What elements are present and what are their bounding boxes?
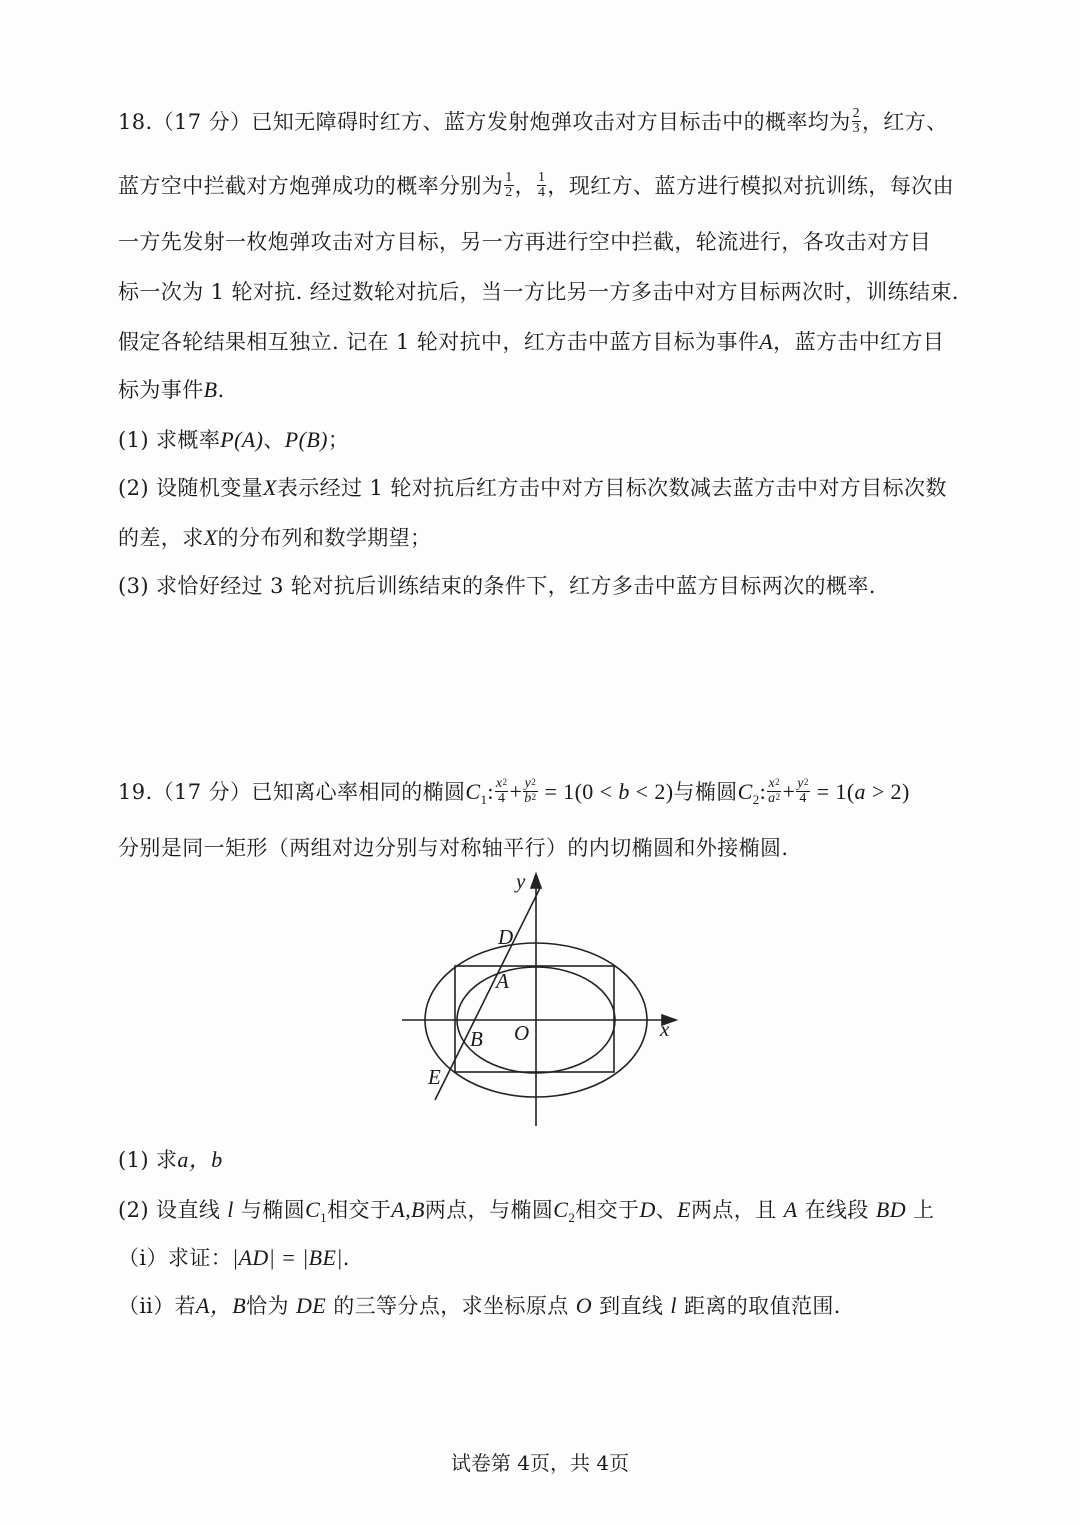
q18-part-3: (3) 求恰好经过 3 轮对抗后训练结束的条件下，红方多击中蓝方目标两次的概率. bbox=[118, 574, 876, 598]
y-axis-arrow bbox=[531, 874, 541, 888]
label-B: B bbox=[470, 1027, 483, 1051]
q18-line-3: 一方先发射一枚炮弹攻击对方目标，另一方再进行空中拦截，轮流进行，各攻击对方目 bbox=[118, 230, 932, 254]
q18-line-2: 蓝方空中拦截对方炮弹成功的概率分别为 $\frac{1}{2}$ ， $\frac{1}{4}$ ，现红方、蓝方进行模拟对抗训练，每次由 bbox=[118, 170, 955, 200]
q18-part-2: (2) 设随机变量X表示经过 1 轮对抗后红方击中对方目标次数减去蓝方击中对方目标次数 bbox=[118, 475, 947, 500]
label-A: A bbox=[496, 969, 509, 993]
q19-part-2-i: （ⅰ）求证：|AD| = |BE|. bbox=[118, 1245, 350, 1270]
q19-part-2: (2) 设直线 l 与椭圆$C_1$相交于A,B两点，与椭圆$C_2$相交于D、E两点，且 A 在线段 BD 上 bbox=[118, 1197, 935, 1225]
q19-line-2: 分别是同一矩形（两组对边分别与对称轴平行）的内切椭圆和外接椭圆. bbox=[118, 836, 789, 860]
fraction-two-thirds: $\frac{2}{3}$ bbox=[852, 106, 860, 136]
q18-line-1: 18.（17 分）已知无障碍时红方、蓝方发射炮弹攻击对方目标击中的概率均为 $\frac{2}{3}$ ，红方、 bbox=[118, 106, 948, 136]
label-D: D bbox=[498, 925, 514, 949]
q19-line-1: 19.（17 分）已知离心率相同的椭圆$C_1$: $\frac{x^2}{4}$ + $\frac{y^2}{b^2}$ = 1(0 < b < 2)与椭圆$C_2$: $\frac{x^2}{a^2}$ + $\frac{y^2}{4}$ = 1(a > 2) bbox=[118, 776, 910, 807]
q18-part-1: (1) 求概率P(A)、P(B)； bbox=[118, 427, 350, 452]
q19-part-2-ii: （ⅱ）若A，B恰为 DE 的三等分点，求坐标原点 O 到直线 l 距离的取值范围. bbox=[118, 1293, 841, 1318]
label-O: O bbox=[514, 1021, 530, 1045]
label-x: x bbox=[660, 1017, 670, 1041]
q18-line-6: 标为事件B. bbox=[118, 377, 225, 402]
q19-part-1: (1) 求a，b bbox=[118, 1147, 223, 1172]
fraction-one-quarter: $\frac{1}{4}$ bbox=[538, 170, 546, 200]
label-y: y bbox=[516, 869, 526, 893]
q18-part-2-cont: 的差，求X的分布列和数学期望； bbox=[118, 525, 432, 550]
ellipse-figure bbox=[398, 868, 688, 1132]
label-E: E bbox=[428, 1065, 441, 1089]
fraction-x2-over-4: $\frac{x^2}{4}$ bbox=[495, 776, 508, 806]
fraction-y2-over-4: $\frac{y^2}{4}$ bbox=[797, 776, 809, 806]
page-footer: 试卷第 4页，共 4页 bbox=[450, 1451, 630, 1475]
q18-line-4: 标一次为 1 轮对抗. 经过数轮对抗后，当一方比另一方多击中对方目标两次时，训练结束. bbox=[118, 280, 959, 304]
q18-line-5: 假定各轮结果相互独立. 记在 1 轮对抗中，红方击中蓝方目标为事件A，蓝方击中红方目 bbox=[118, 329, 945, 354]
fraction-x2-over-a2: $\frac{x^2}{a^2}$ bbox=[768, 776, 781, 806]
fraction-one-half: $\frac{1}{2}$ bbox=[505, 170, 513, 200]
line-l bbox=[435, 886, 541, 1100]
fraction-y2-over-b2: $\frac{y^2}{b^2}$ bbox=[524, 776, 537, 806]
